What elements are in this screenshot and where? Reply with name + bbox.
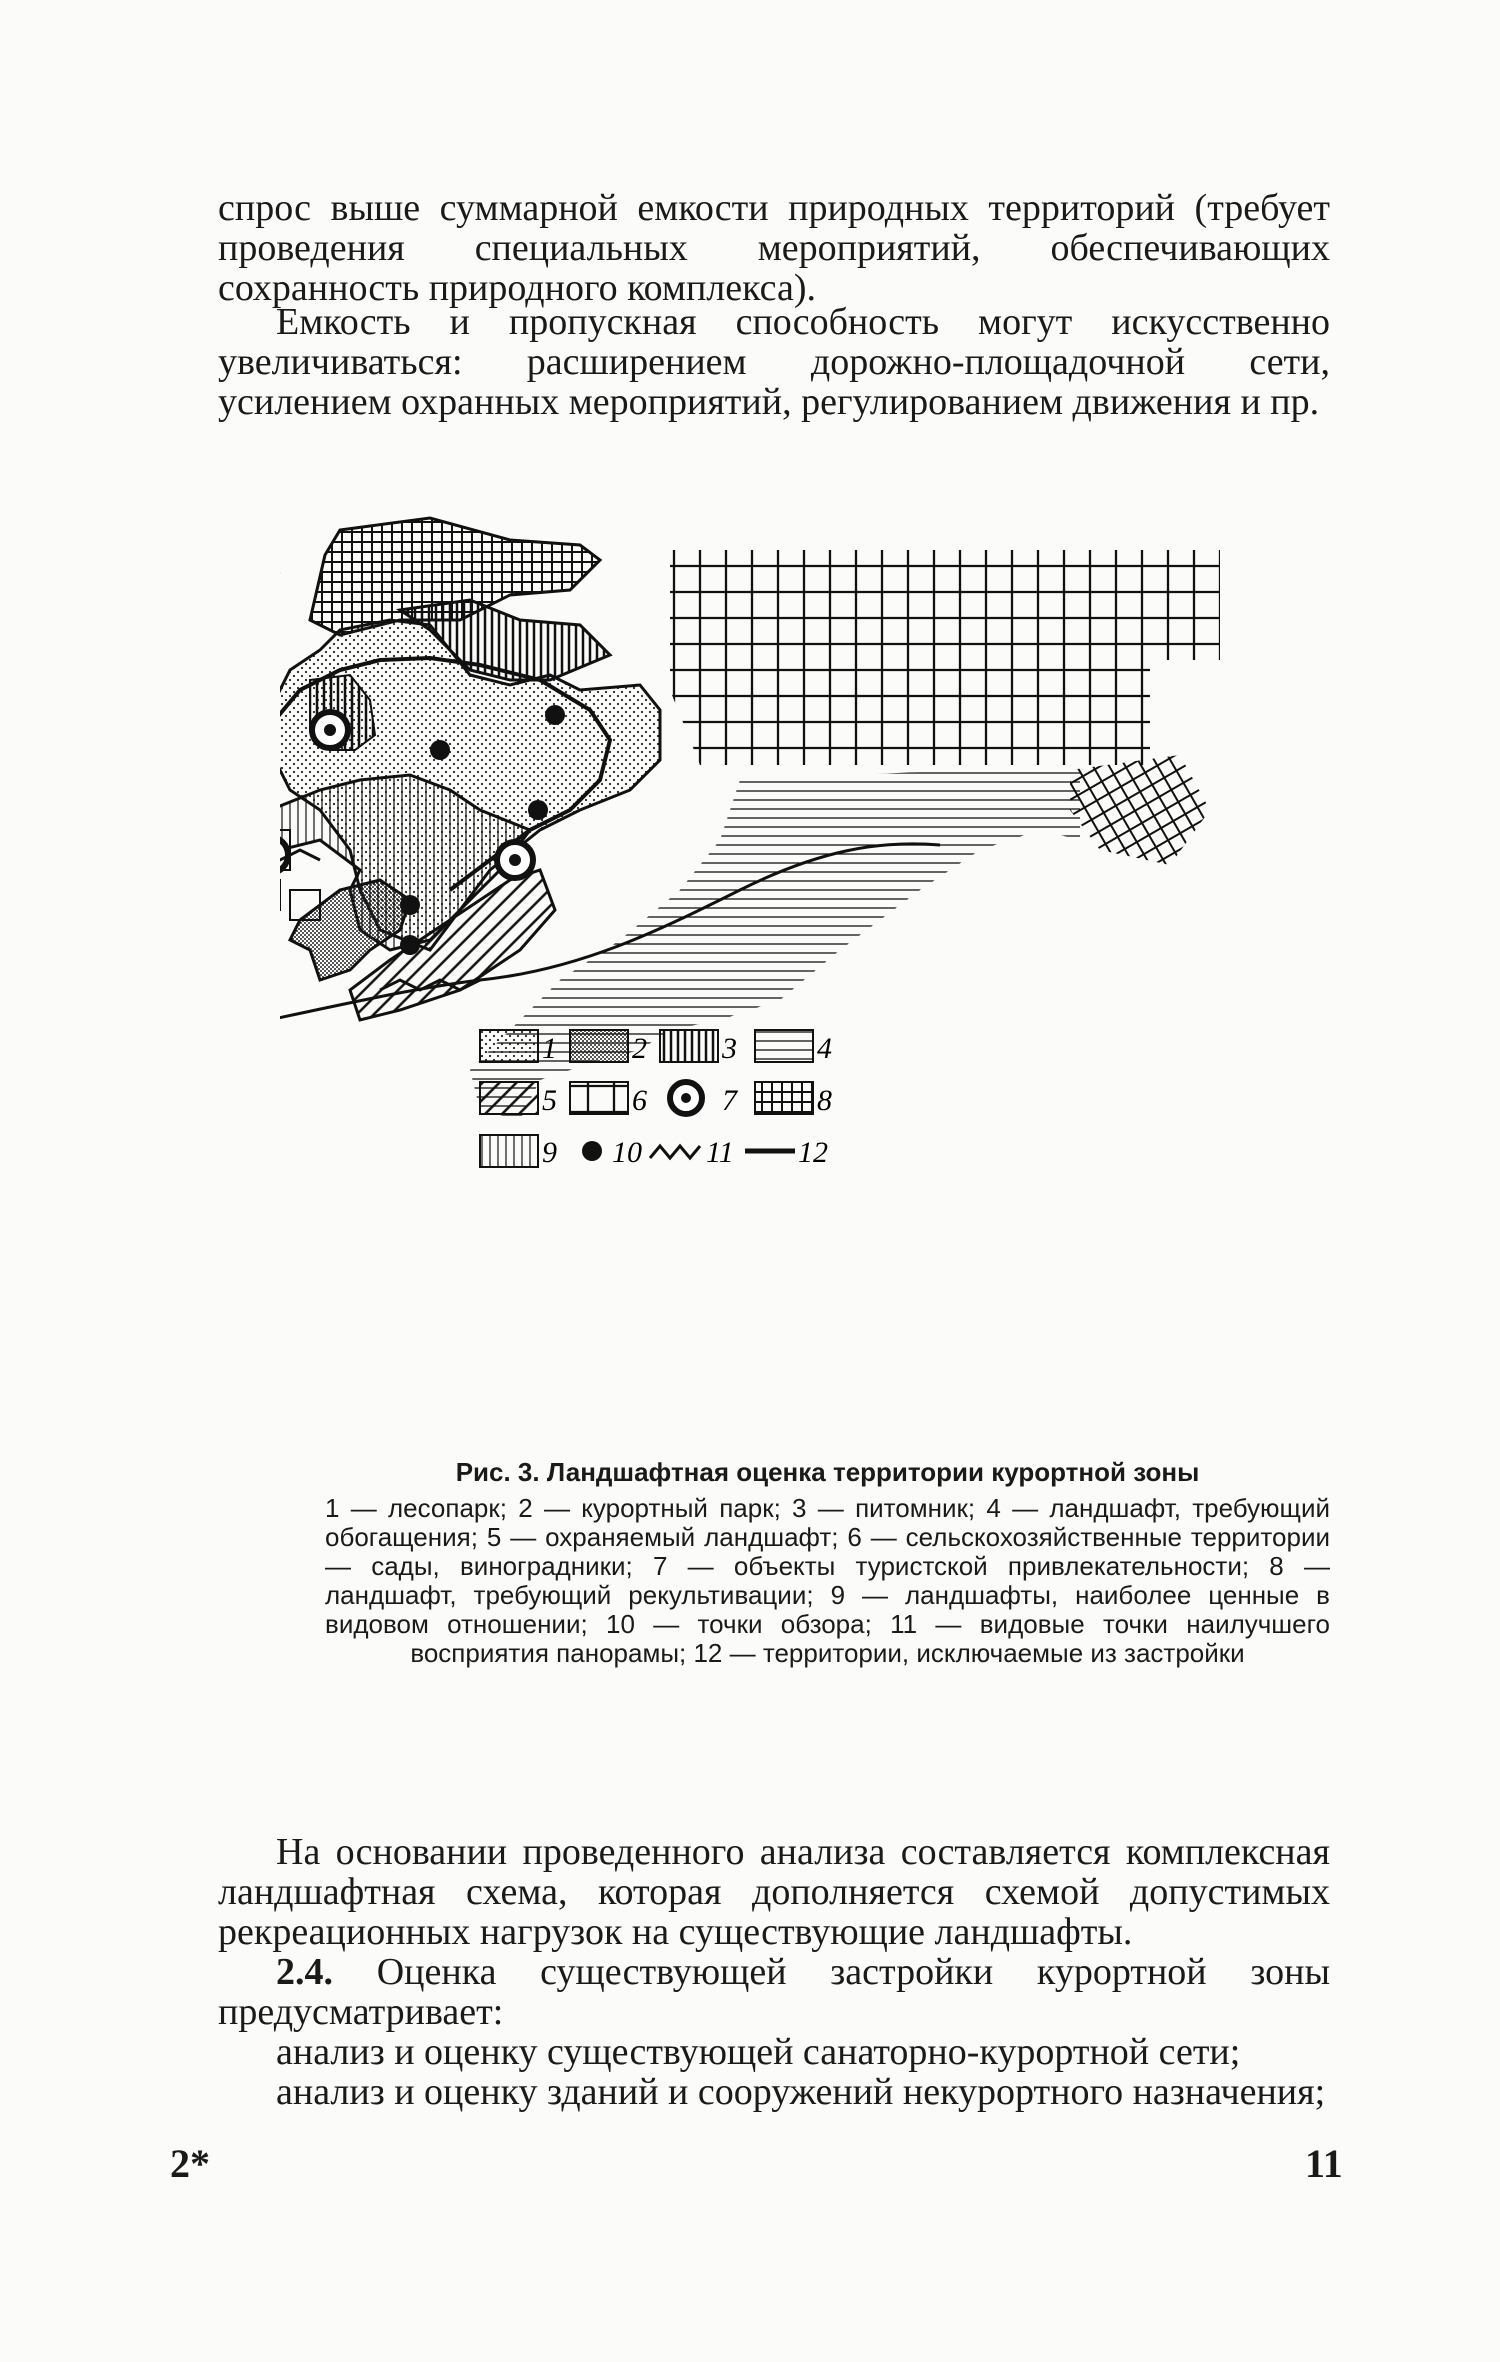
svg-text:9: 9	[542, 1136, 557, 1169]
svg-text:12: 12	[798, 1136, 828, 1169]
section-number: 2.4.	[276, 1951, 333, 1993]
svg-text:2: 2	[632, 1032, 647, 1065]
paragraph-section-2-4	[218, 1952, 1330, 2032]
viewpoint-1	[430, 740, 450, 760]
svg-text:10: 10	[612, 1136, 642, 1169]
figure-caption-legend-text: 1 — лесопарк; 2 — курортный парк; 3 — питомник; 4 — ландшафт, требующий обогащения; 5 — охраняемый ландшафт; 6 — сельскохозяйственные территории — сады, виноградники; 7 — объекты туристской привлекательности; 8 — ландшафт, требующий рекультивации; 9 — ландшафты, наиболее ценные в видовом отношении; 10 — точки обзора; 11 — видовые точки наилучшего восприятия панорамы; 12 — территории, исключаемые из застройки	[325, 1493, 1330, 1668]
viewpoint-4	[400, 895, 420, 915]
viewpoint-5	[400, 935, 420, 955]
svg-text:5: 5	[542, 1084, 557, 1117]
section-text: Оценка существующей застройки курортной зоны предусматривает:	[218, 1951, 1330, 2033]
svg-text:1: 1	[542, 1032, 557, 1065]
list-item-non-resort-buildings: анализ и оценку зданий и сооружений некурортного назначения;	[276, 2071, 1326, 2113]
svg-text:8: 8	[817, 1084, 832, 1117]
svg-text:4: 4	[817, 1032, 832, 1065]
legend	[480, 1030, 832, 1169]
svg-text:7: 7	[722, 1084, 737, 1117]
tourist-object-1	[312, 712, 348, 748]
paragraph-continued: спрос выше суммарной емкости природных территорий (требует проведения специальных мероприятий, обеспечивающих сохранность природного комплекса).	[218, 187, 1330, 309]
list-item-resort-network: анализ и оценку существующей санаторно-курортной сети;	[276, 2031, 1241, 2073]
signature-mark: 2*	[170, 2141, 210, 2186]
viewpoint-3	[528, 800, 548, 820]
page-number: 11	[1305, 2141, 1343, 2186]
svg-text:11: 11	[706, 1136, 734, 1169]
tourist-object-3	[497, 842, 533, 878]
viewpoint-2	[545, 705, 565, 725]
figure-caption-title: Рис. 3. Ландшафтная оценка территории курортной зоны	[455, 1457, 1200, 1487]
svg-text:6: 6	[632, 1084, 647, 1117]
paragraph-capacity: Емкость и пропускная способность могут искусственно увеличиваться: расширением дорожно-площадочной сети, усилением охранных мероприятий, регулированием движения и пр.	[218, 301, 1330, 423]
agricultural-grid-area	[670, 550, 1220, 765]
svg-text:3: 3	[722, 1032, 737, 1065]
landscape-map-figure	[280, 510, 1220, 1430]
paragraph-landscape-scheme: На основании проведенного анализа составляется комплексная ландшафтная схема, которая дополняется схемой допустимых рекреационных нагрузок на существующие ландшафты.	[218, 1831, 1330, 1953]
landscape-recultivation-corner	[1070, 755, 1210, 865]
